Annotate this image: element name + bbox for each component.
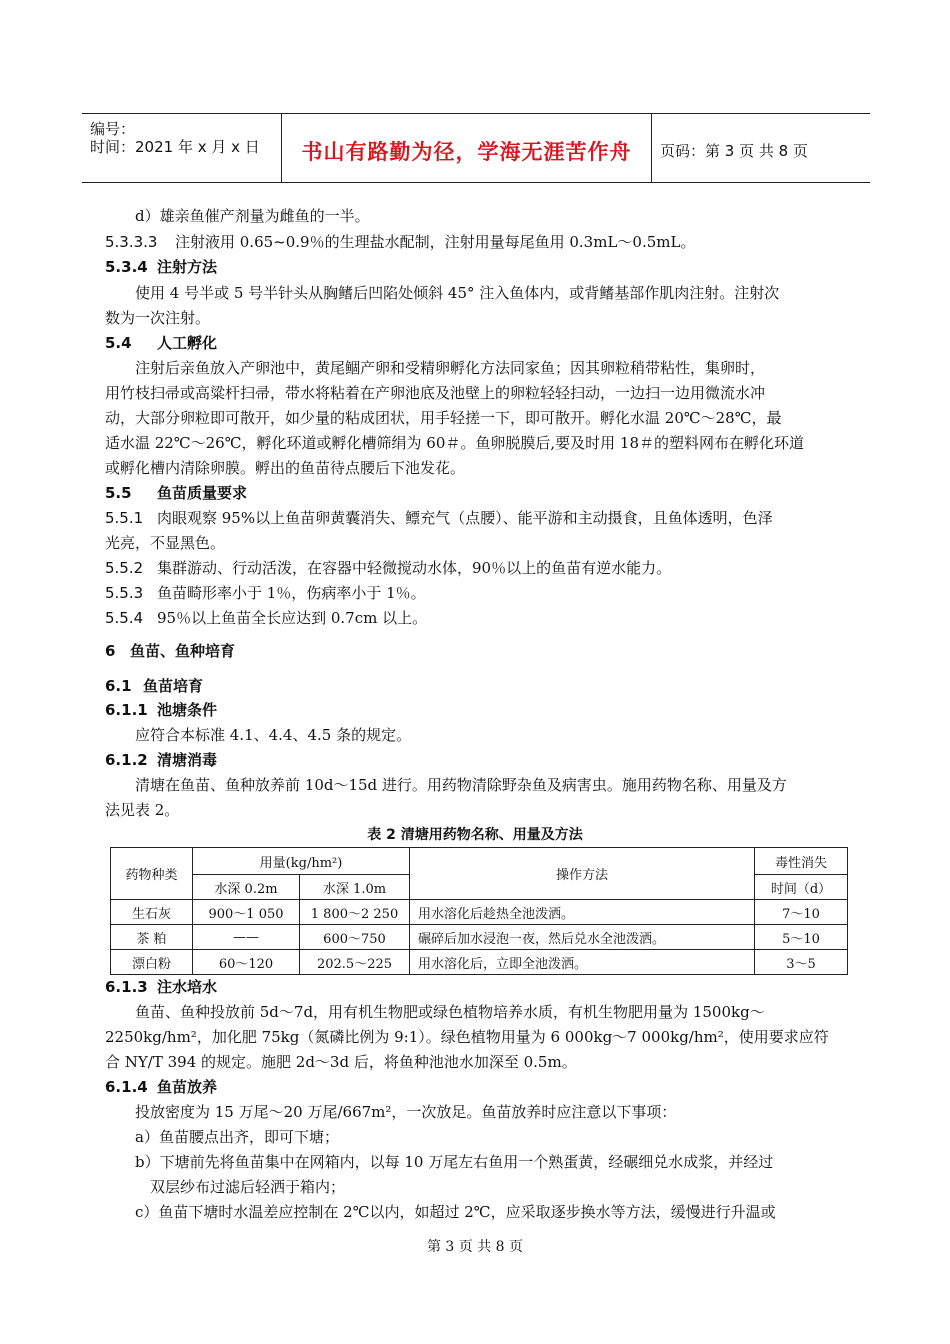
clause-text: 95％以上鱼苗全长应达到 0.7cm 以上。: [157, 609, 428, 627]
text-line: d）雄亲鱼催产剂量为雌鱼的一半。: [135, 207, 370, 225]
heading-text: 注射方法: [157, 258, 218, 276]
table-cell-days: 7～10: [755, 900, 848, 925]
text-line: 用竹枝扫帚或高粱杆扫帚，带水将粘着在产卵池底及池壁上的卵粒轻轻扫动，一边扫一边用微流水冲: [105, 384, 766, 402]
clause-text: 鱼苗畸形率小于 1％，伤病率小于 1％。: [157, 584, 426, 602]
header-page-cell: [652, 114, 870, 182]
list-item: c）鱼苗下塘时水温差应控制在 2℃以内，如超过 2℃，应采取逐步换水等方法，缓慢进行升温或: [135, 1203, 776, 1221]
heading-number: 6.1.1: [105, 701, 148, 719]
table-cell-depth-2: 600～750: [300, 925, 410, 950]
text-line: 清塘在鱼苗、鱼种放养前 10d～15d 进行。用药物清除野杂鱼及病害虫。施用药物名称、用量及方: [135, 776, 787, 794]
table-header-dosage: 用量(kg/hm²): [193, 848, 410, 875]
heading-text: 鱼苗放养: [157, 1078, 218, 1096]
heading-text: 人工孵化: [157, 334, 218, 352]
heading-number: 6.1.2: [105, 751, 148, 769]
cleaning-drugs-table: [110, 847, 848, 975]
heading-number: 5.4: [105, 334, 132, 352]
text-line: 2250kg/hm²，加化肥 75kg（氮磷比例为 9:1）。绿色植物用量为 6 000kg～7 000kg/hm²，使用要求应符: [105, 1028, 829, 1046]
table-cell-method: 用水溶化后，立即全池泼洒。: [410, 950, 755, 975]
text-line: 应符合本标准 4.1、4.4、4.5 条的规定。: [135, 726, 412, 744]
list-item: b）下塘前先将鱼苗集中在网箱内，以每 10 万尾左右鱼用一个熟蛋黄，经碾细兑水成浆，并经过: [135, 1153, 774, 1171]
text-line: 动，大部分卵粒即可散开，如少量的粘成团状，用手轻搓一下，即可散开。孵化水温 20℃～28℃，最: [105, 409, 782, 427]
heading-number: 6.1: [105, 677, 132, 695]
heading-6-1-4: [105, 1077, 217, 1097]
document-number-label: 编号：: [90, 120, 136, 138]
table-header-depth-1: 水深 0.2m: [193, 875, 300, 900]
table-cell-depth-1: 60～120: [193, 950, 300, 975]
text-line: 注射后亲鱼放入产卵池中，黄尾鲴产卵和受精卵孵化方法同家鱼；因其卵粒稍带粘性，集卵时，: [135, 359, 766, 377]
text-line: 合 NY/T 394 的规定。施肥 2d～3d 后，将鱼种池池水加深至 0.5m。: [105, 1053, 577, 1071]
table-cell-drug: 漂白粉: [111, 950, 193, 975]
text-line: 法见表 2。: [105, 801, 180, 819]
heading-number: 5.5: [105, 484, 132, 502]
clause-text: 集群游动、行动活泼，在容器中轻微搅动水体，90％以上的鱼苗有逆水能力。: [157, 559, 672, 577]
heading-5-3-4: [105, 257, 217, 277]
table-header-method: 操作方法: [410, 848, 755, 900]
header-motto-cell: [282, 114, 652, 182]
text-line: 或孵化槽内清除卵膜。孵出的鱼苗待点腰后下池发花。: [105, 459, 466, 477]
clause-number: 5.3.3.3: [105, 233, 158, 251]
heading-text: 注水培水: [157, 978, 218, 996]
document-header: [82, 113, 870, 183]
document-time-label: 时间：2021 年 x 月 x 日: [90, 138, 260, 156]
clause-number: 5.5.4: [105, 609, 144, 627]
table-cell-method: 碾碎后加水浸泡一夜，然后兑水全池泼洒。: [410, 925, 755, 950]
table-row: [111, 900, 848, 925]
table-caption: 表 2 清塘用药物名称、用量及方法: [367, 827, 583, 843]
table-header-toxic-2: 时间（d）: [755, 875, 848, 900]
table-cell-drug: 茶 粕: [111, 925, 193, 950]
clause-5-5-2: [105, 558, 671, 578]
table-cell-depth-1: ——: [193, 925, 300, 950]
table-cell-days: 3～5: [755, 950, 848, 975]
table-row: [111, 950, 848, 975]
table-row: [111, 925, 848, 950]
heading-text: 清塘消毒: [157, 751, 218, 769]
header-meta-cell: [82, 114, 282, 182]
clause-text: 注射液用 0.65~0.9％的生理盐水配制，注射用量每尾鱼用 0.3mL～0.5mL。: [175, 233, 696, 251]
table-header-drug: 药物种类: [111, 848, 193, 900]
clause-5-5-1: [105, 508, 773, 528]
heading-text: 鱼苗质量要求: [157, 484, 248, 502]
table-cell-depth-2: 202.5～225: [300, 950, 410, 975]
text-line: 适水温 22℃～26℃，孵化环道或孵化槽筛绢为 60＃。鱼卵脱膜后,要及时用 18＃的塑料网布在孵化环道: [105, 434, 804, 452]
heading-6-1-1: [105, 700, 217, 720]
heading-number: 6.1.4: [105, 1078, 148, 1096]
table-header-toxic-1: 毒性消失: [755, 848, 848, 875]
clause-number: 5.5.2: [105, 559, 144, 577]
heading-6-1-2: [105, 750, 217, 770]
heading-6: [105, 641, 235, 661]
heading-text: 鱼苗、鱼种培育: [130, 642, 236, 660]
text-line: 投放密度为 15 万尾～20 万尾/667m²，一次放足。鱼苗放养时应注意以下事项：: [135, 1103, 677, 1121]
text-line: 数为一次注射。: [105, 309, 211, 327]
heading-5-5: [105, 483, 247, 503]
heading-number: 6.1.3: [105, 978, 148, 996]
table-cell-depth-1: 900～1 050: [193, 900, 300, 925]
table-cell-drug: 生石灰: [111, 900, 193, 925]
text-line: 使用 4 号半或 5 号半针头从胸鳍后凹陷处倾斜 45° 注入鱼体内，或背鳍基部作肌肉注射。注射次: [135, 284, 780, 302]
text-line: 光亮，不显黑色。: [105, 534, 226, 552]
heading-number: 5.3.4: [105, 258, 148, 276]
clause-text: 肉眼观察 95%以上鱼苗卵黄囊消失、鳔充气（点腰）、能平游和主动摄食，且鱼体透明，色泽: [157, 509, 773, 527]
heading-6-1-3: [105, 977, 217, 997]
clause-5-5-3: [105, 583, 426, 603]
text-line: 双层纱布过滤后轻洒于箱内；: [150, 1178, 346, 1196]
clause-5-3-3-3: [105, 232, 695, 252]
clause-number: 5.5.1: [105, 509, 144, 527]
heading-text: 鱼苗培育: [143, 677, 204, 695]
table-header-depth-2: 水深 1.0m: [300, 875, 410, 900]
page-footer: 第 3 页 共 8 页: [426, 1239, 524, 1255]
heading-number: 6: [105, 642, 116, 660]
table-cell-days: 5～10: [755, 925, 848, 950]
heading-text: 池塘条件: [157, 701, 218, 719]
table-cell-depth-2: 1 800～2 250: [300, 900, 410, 925]
header-motto: 书山有路勤为径，学海无涯苦作舟: [301, 140, 632, 164]
list-item: a）鱼苗腰点出齐，即可下塘；: [135, 1128, 339, 1146]
table-cell-method: 用水溶化后趁热全池泼洒。: [410, 900, 755, 925]
header-page-code: 页码：第 3 页 共 8 页: [660, 142, 808, 160]
heading-6-1: [105, 676, 203, 696]
text-line: 鱼苗、鱼种投放前 5d～7d，用有机生物肥或绿色植物培养水质，有机生物肥用量为 1500kg～: [135, 1003, 765, 1021]
clause-5-5-4: [105, 608, 427, 628]
clause-number: 5.5.3: [105, 584, 144, 602]
heading-5-4: [105, 333, 217, 353]
